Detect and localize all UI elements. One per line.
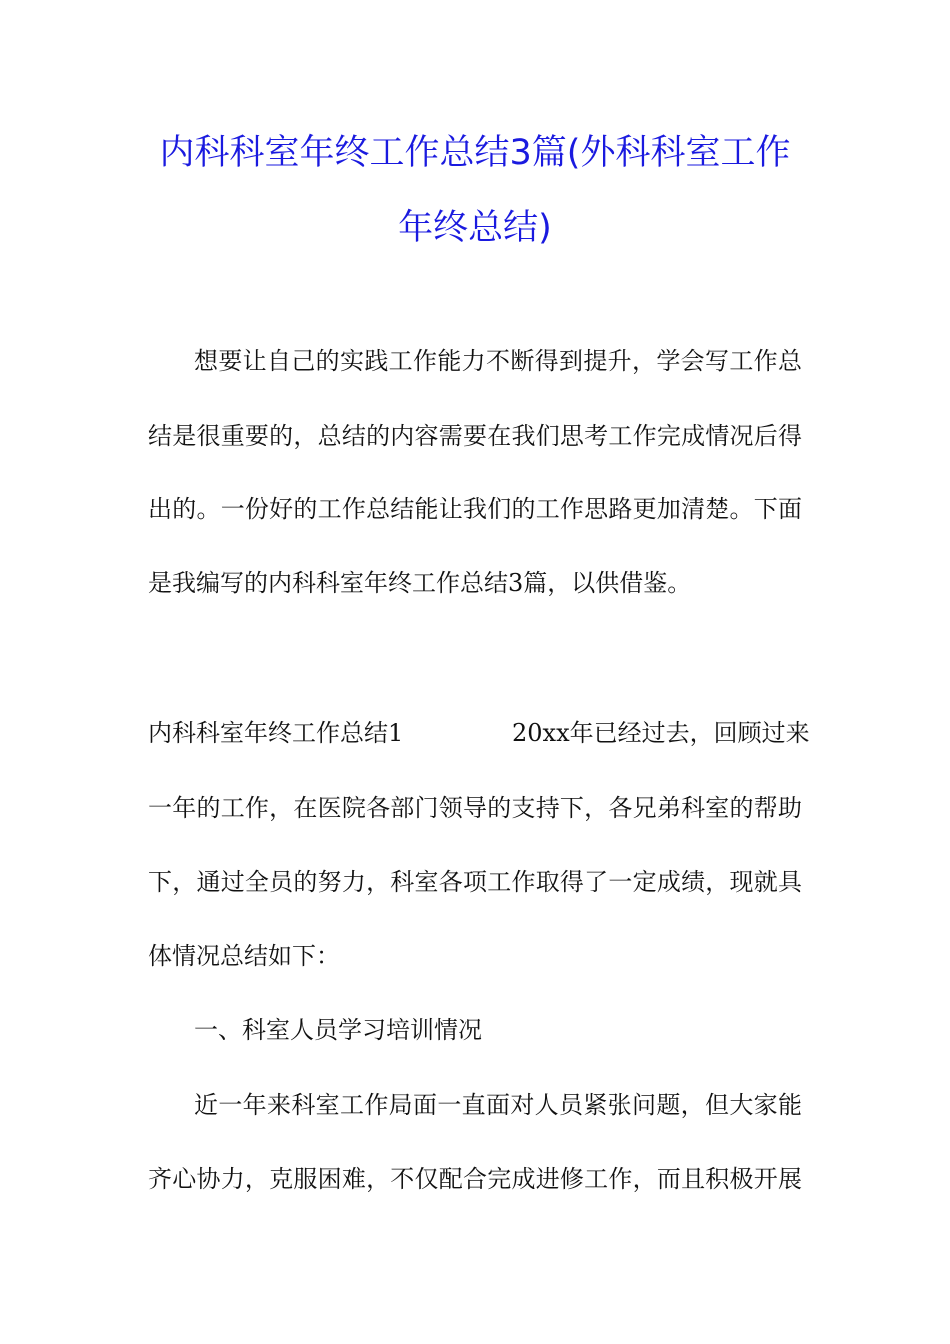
section-1-line-2: 一年的工作，在医院各部门领导的支持下，各兄弟科室的帮助 [148, 794, 802, 822]
para-2-line-1: 近一年来科室工作局面一直面对人员紧张问题，但大家能 [194, 1091, 802, 1119]
section-1-opening: 20xx年已经过去，回顾过来 [512, 719, 810, 747]
intro-line-4: 是我编写的内科科室年终工作总结3篇，以供借鉴。 [148, 569, 692, 597]
section-1-line-4: 体情况总结如下： [148, 942, 340, 970]
intro-line-3: 出的。一份好的工作总结能让我们的工作思路更加清楚。下面 [148, 495, 802, 523]
subheading-1: 一、科室人员学习培训情况 [194, 1016, 482, 1044]
section-1-line-3: 下，通过全员的努力，科室各项工作取得了一定成绩，现就具 [148, 868, 802, 896]
intro-line-1: 想要让自己的实践工作能力不断得到提升，学会写工作总 [194, 347, 802, 375]
para-2-line-2: 齐心协力，克服困难，不仅配合完成进修工作，而且积极开展 [148, 1165, 802, 1193]
document-title-line-1: 内科科室年终工作总结3篇(外科科室工作 [159, 133, 791, 173]
section-1-heading: 内科科室年终工作总结1 [148, 719, 404, 747]
section-1-first-row [148, 719, 810, 747]
intro-line-2: 结是很重要的，总结的内容需要在我们思考工作完成情况后得 [148, 422, 802, 450]
document-title-line-2: 年终总结) [398, 208, 552, 248]
